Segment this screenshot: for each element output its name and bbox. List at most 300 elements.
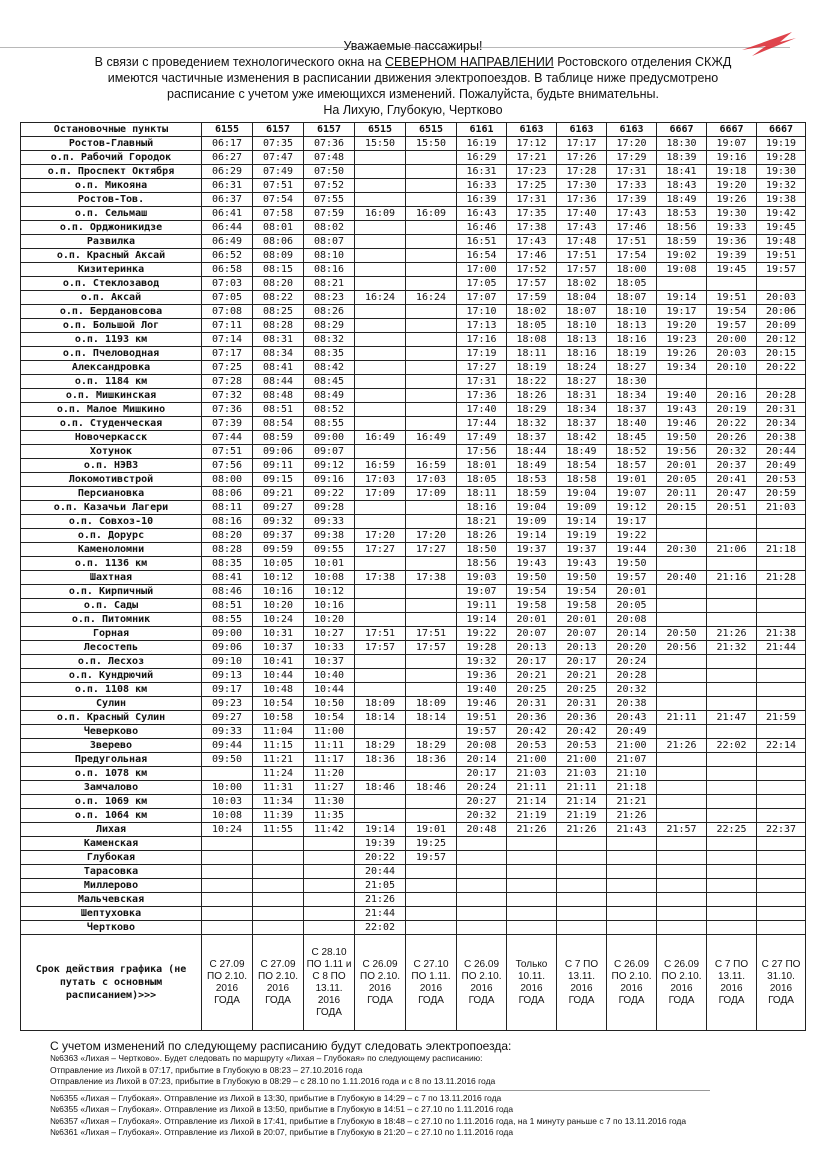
time-cell: 19:54 [707,305,757,319]
time-cell: 20:21 [557,669,607,683]
time-cell: 17:27 [355,543,406,557]
time-cell: 20:50 [657,627,707,641]
time-cell: 07:47 [253,151,304,165]
time-cell: 18:19 [507,361,557,375]
time-cell: 18:46 [355,781,406,795]
time-cell: 18:59 [507,487,557,501]
time-cell: 10:37 [304,655,355,669]
station-name: о.п. Совхоз-10 [21,515,202,529]
time-cell: 18:29 [355,739,406,753]
time-cell: 06:27 [202,151,253,165]
time-cell: 21:26 [657,739,707,753]
time-cell: 18:01 [457,459,507,473]
time-cell [406,165,457,179]
time-cell [355,347,406,361]
station-name: Зверево [21,739,202,753]
time-cell: 09:11 [253,459,304,473]
time-cell: 16:59 [355,459,406,473]
time-cell [355,179,406,193]
station-name: Глубокая [21,851,202,865]
time-cell: 09:33 [304,515,355,529]
station-name: о.п. 1078 км [21,767,202,781]
time-cell [757,921,806,935]
time-cell [757,879,806,893]
time-cell: 20:43 [607,711,657,725]
station-name: Замчалово [21,781,202,795]
note-line: Отправление из Лихой в 07:17, прибытие в Глубокую в 08:23 – 27.10.2016 года [50,1064,363,1075]
table-row [21,221,806,235]
time-cell [406,585,457,599]
time-cell [355,669,406,683]
time-cell: 18:29 [406,739,457,753]
time-cell [657,669,707,683]
time-cell: 09:13 [202,669,253,683]
time-cell [406,515,457,529]
time-cell [657,851,707,865]
time-cell [355,263,406,277]
time-cell: 20:13 [507,641,557,655]
time-cell: 18:11 [457,487,507,501]
notice-line-2: имеются частичные изменения в расписании движения электропоездов. В таблице ниже предусмотрено [107,71,719,85]
header-train-number: 6667 [757,123,806,137]
time-cell: 08:51 [253,403,304,417]
time-cell: 10:24 [253,613,304,627]
time-cell: 11:55 [253,823,304,837]
table-row [21,361,806,375]
time-cell [557,907,607,921]
time-cell [657,879,707,893]
time-cell: 09:55 [304,543,355,557]
time-cell: 21:07 [607,753,657,767]
table-row [21,459,806,473]
table-row [21,445,806,459]
time-cell [757,585,806,599]
station-name: о.п. 1108 км [21,683,202,697]
time-cell: 20:36 [507,711,557,725]
note-line: Отправление из Лихой в 07:23, прибытие в Глубокую в 08:29 – с 28.10 по 1.11.2016 года и с 8 по 13.11.2016 года [50,1076,496,1086]
time-cell [406,683,457,697]
validity-cell: С 7 ПО 13.11. 2016 ГОДА [557,935,607,1031]
time-cell: 17:51 [607,235,657,249]
table-row [21,543,806,557]
time-cell: 18:32 [507,417,557,431]
time-cell: 19:54 [507,585,557,599]
time-cell: 08:49 [304,389,355,403]
time-cell: 17:57 [406,641,457,655]
time-cell: 17:31 [457,375,507,389]
table-row [21,515,806,529]
time-cell: 17:46 [507,249,557,263]
time-cell: 21:47 [707,711,757,725]
table-row [21,501,806,515]
time-cell: 17:27 [457,361,507,375]
time-cell: 19:57 [457,725,507,739]
time-cell: 09:00 [202,627,253,641]
time-cell: 21:26 [707,627,757,641]
time-cell: 21:05 [355,879,406,893]
time-cell: 19:04 [557,487,607,501]
time-cell [202,893,253,907]
time-cell: 20:31 [757,403,806,417]
time-cell: 17:38 [507,221,557,235]
time-cell: 07:52 [304,179,355,193]
time-cell: 08:00 [202,473,253,487]
time-cell: 18:24 [557,361,607,375]
time-cell: 20:47 [707,487,757,501]
time-cell: 19:22 [607,529,657,543]
time-cell: 07:39 [202,417,253,431]
time-cell: 21:03 [507,767,557,781]
time-cell [355,389,406,403]
time-cell: 08:07 [304,235,355,249]
time-cell: 17:57 [557,263,607,277]
station-name: Локомотивстрой [21,473,202,487]
time-cell: 20:03 [757,291,806,305]
time-cell [202,921,253,935]
time-cell: 17:29 [607,151,657,165]
time-cell: 07:17 [202,347,253,361]
time-cell [304,921,355,935]
time-cell [406,921,457,935]
time-cell: 21:26 [557,823,607,837]
time-cell: 17:59 [507,291,557,305]
time-cell: 17:38 [355,571,406,585]
time-cell [657,655,707,669]
time-cell: 18:46 [406,781,457,795]
time-cell [355,221,406,235]
time-cell [304,879,355,893]
time-cell: 16:54 [457,249,507,263]
time-cell: 11:11 [304,739,355,753]
time-cell: 21:59 [757,711,806,725]
time-cell: 18:19 [607,347,657,361]
time-cell: 18:56 [657,221,707,235]
time-cell [507,865,557,879]
table-row [21,767,806,781]
time-cell [202,767,253,781]
time-cell: 06:41 [202,207,253,221]
time-cell: 20:01 [657,459,707,473]
time-cell: 16:43 [457,207,507,221]
time-cell [202,907,253,921]
time-cell: 18:59 [657,235,707,249]
time-cell: 06:31 [202,179,253,193]
time-cell [657,277,707,291]
time-cell: 06:37 [202,193,253,207]
time-cell: 09:06 [253,445,304,459]
time-cell: 18:09 [355,697,406,711]
time-cell [657,585,707,599]
station-name: о.п. Проспект Октября [21,165,202,179]
time-cell: 16:24 [406,291,457,305]
time-cell [355,319,406,333]
time-cell: 19:51 [457,711,507,725]
table-row [21,557,806,571]
time-cell: 21:03 [757,501,806,515]
time-cell: 20:01 [607,585,657,599]
time-cell: 21:21 [607,795,657,809]
note-line: №6363 «Лихая – Чертково». Будет следовать по маршруту «Лихая – Глубокая» по следующему расписанию: [50,1053,483,1063]
time-cell: 18:05 [457,473,507,487]
time-cell: 18:56 [457,557,507,571]
table-row [21,809,806,823]
time-cell: 18:05 [507,319,557,333]
time-cell: 11:35 [304,809,355,823]
time-cell: 11:21 [253,753,304,767]
station-name: Миллерово [21,879,202,893]
time-cell: 19:28 [757,151,806,165]
time-cell: 17:33 [607,179,657,193]
time-cell: 18:07 [557,305,607,319]
table-row [21,389,806,403]
time-cell: 17:31 [607,165,657,179]
time-cell: 20:17 [457,767,507,781]
time-cell: 17:00 [457,263,507,277]
notice-block [20,38,806,118]
station-name: о.п. НЭВЗ [21,459,202,473]
time-cell: 19:57 [607,571,657,585]
time-cell: 19:19 [557,529,607,543]
time-cell: 18:08 [507,333,557,347]
time-cell: 08:48 [253,389,304,403]
time-cell: 08:46 [202,585,253,599]
validity-label: Срок действия графика (не путать с основным расписанием)>>> [21,935,202,1031]
time-cell: 18:36 [406,753,457,767]
time-cell [304,851,355,865]
time-cell: 17:43 [507,235,557,249]
time-cell [355,333,406,347]
station-name: о.п. Дорурс [21,529,202,543]
time-cell: 21:32 [707,641,757,655]
time-cell [406,417,457,431]
time-cell: 20:07 [557,627,607,641]
table-row [21,473,806,487]
time-cell: 17:43 [607,207,657,221]
table-row [21,851,806,865]
time-cell [707,725,757,739]
time-cell [707,795,757,809]
time-cell: 21:57 [657,823,707,837]
time-cell: 20:38 [607,697,657,711]
table-row [21,403,806,417]
time-cell: 07:08 [202,305,253,319]
header-train-number: 6163 [557,123,607,137]
time-cell: 08:59 [253,431,304,445]
time-cell [657,907,707,921]
time-cell: 20:42 [507,725,557,739]
table-row [21,277,806,291]
time-cell: 17:13 [457,319,507,333]
header-train-number: 6157 [253,123,304,137]
time-cell [457,851,507,865]
time-cell [707,613,757,627]
time-cell [406,403,457,417]
time-cell: 08:55 [202,613,253,627]
time-cell: 10:16 [304,599,355,613]
time-cell: 21:06 [707,543,757,557]
time-cell [757,865,806,879]
notice-line-1-end: Ростовского отделения СКЖД [553,55,732,69]
time-cell: 16:39 [457,193,507,207]
station-name: Горная [21,627,202,641]
station-name: Шептуховка [21,907,202,921]
time-cell [557,865,607,879]
table-row [21,235,806,249]
time-cell [406,599,457,613]
time-cell: 20:09 [757,319,806,333]
time-cell: 20:01 [507,613,557,627]
time-cell [757,851,806,865]
time-cell: 20:11 [657,487,707,501]
time-cell: 10:03 [202,795,253,809]
time-cell: 07:35 [253,137,304,151]
time-cell: 07:32 [202,389,253,403]
time-cell: 17:44 [457,417,507,431]
time-cell [707,557,757,571]
station-name: о.п. Лесхоз [21,655,202,669]
time-cell: 19:43 [557,557,607,571]
time-cell: 18:40 [607,417,657,431]
time-cell: 20:13 [557,641,607,655]
time-cell: 19:51 [757,249,806,263]
time-cell [657,921,707,935]
time-cell [355,655,406,669]
time-cell: 18:49 [507,459,557,473]
time-cell [355,165,406,179]
time-cell: 18:49 [657,193,707,207]
time-cell: 18:42 [557,431,607,445]
time-cell: 17:54 [607,249,657,263]
time-cell [607,907,657,921]
table-row [21,249,806,263]
time-cell: 08:28 [253,319,304,333]
time-cell [557,837,607,851]
table-row [21,907,806,921]
time-cell: 21:19 [557,809,607,823]
time-cell: 18:53 [507,473,557,487]
table-row [21,319,806,333]
time-cell: 21:00 [557,753,607,767]
time-cell: 21:14 [557,795,607,809]
station-name: Персиановка [21,487,202,501]
time-cell: 09:28 [304,501,355,515]
notice-title: Уважаемые пассажиры! [343,39,483,53]
time-cell: 10:40 [304,669,355,683]
time-cell: 06:52 [202,249,253,263]
time-cell: 08:06 [253,235,304,249]
time-cell [657,837,707,851]
time-cell: 17:30 [557,179,607,193]
header-train-number: 6515 [355,123,406,137]
time-cell: 16:29 [457,151,507,165]
table-row [21,893,806,907]
time-cell [757,277,806,291]
time-cell: 09:07 [304,445,355,459]
time-cell: 22:02 [707,739,757,753]
table-row [21,529,806,543]
time-cell: 21:26 [355,893,406,907]
time-cell [202,865,253,879]
time-cell [757,809,806,823]
time-cell [406,557,457,571]
time-cell: 20:31 [557,697,607,711]
notice-direction: На Лихую, Глубокую, Чертково [323,103,503,117]
table-row [21,795,806,809]
time-cell [406,669,457,683]
time-cell: 19:09 [557,501,607,515]
time-cell [757,613,806,627]
time-cell: 16:19 [457,137,507,151]
time-cell: 17:56 [457,445,507,459]
time-cell: 18:43 [657,179,707,193]
time-cell [457,837,507,851]
table-row [21,655,806,669]
notice-line-1-text: В связи с проведением технологического окна на [94,55,385,69]
time-cell: 17:48 [557,235,607,249]
time-cell: 19:28 [457,641,507,655]
time-cell: 19:43 [657,403,707,417]
time-cell: 10:00 [202,781,253,795]
time-cell: 18:27 [607,361,657,375]
time-cell: 08:32 [304,333,355,347]
time-cell [507,851,557,865]
station-name: Чертково [21,921,202,935]
time-cell: 19:58 [557,599,607,613]
time-cell: 17:16 [457,333,507,347]
time-cell: 16:51 [457,235,507,249]
time-cell: 17:40 [457,403,507,417]
time-cell: 19:18 [707,165,757,179]
time-cell: 20:15 [657,501,707,515]
time-cell: 19:07 [457,585,507,599]
time-cell: 20:22 [355,851,406,865]
time-cell: 19:14 [457,613,507,627]
time-cell: 07:54 [253,193,304,207]
time-cell: 19:56 [657,445,707,459]
time-cell [406,879,457,893]
time-cell: 08:41 [202,571,253,585]
time-cell: 06:44 [202,221,253,235]
station-name: Мальчевская [21,893,202,907]
time-cell: 20:31 [507,697,557,711]
time-cell: 20:16 [707,389,757,403]
time-cell: 19:12 [607,501,657,515]
time-cell: 10:01 [304,557,355,571]
time-cell [707,921,757,935]
time-cell: 21:19 [507,809,557,823]
time-cell: 18:53 [657,207,707,221]
station-name: о.п. Кундрючий [21,669,202,683]
time-cell: 20:56 [657,641,707,655]
time-cell [707,683,757,697]
time-cell: 19:39 [707,249,757,263]
time-cell: 19:22 [457,627,507,641]
table-row [21,193,806,207]
table-row [21,375,806,389]
station-name: Лихая [21,823,202,837]
time-cell [406,277,457,291]
time-cell: 09:00 [304,431,355,445]
time-cell: 17:57 [507,277,557,291]
time-cell: 10:44 [304,683,355,697]
time-cell: 20:37 [707,459,757,473]
time-cell: 19:45 [707,263,757,277]
time-cell [657,767,707,781]
time-cell: 07:36 [304,137,355,151]
time-cell: 17:28 [557,165,607,179]
time-cell: 09:27 [202,711,253,725]
time-cell: 19:57 [757,263,806,277]
